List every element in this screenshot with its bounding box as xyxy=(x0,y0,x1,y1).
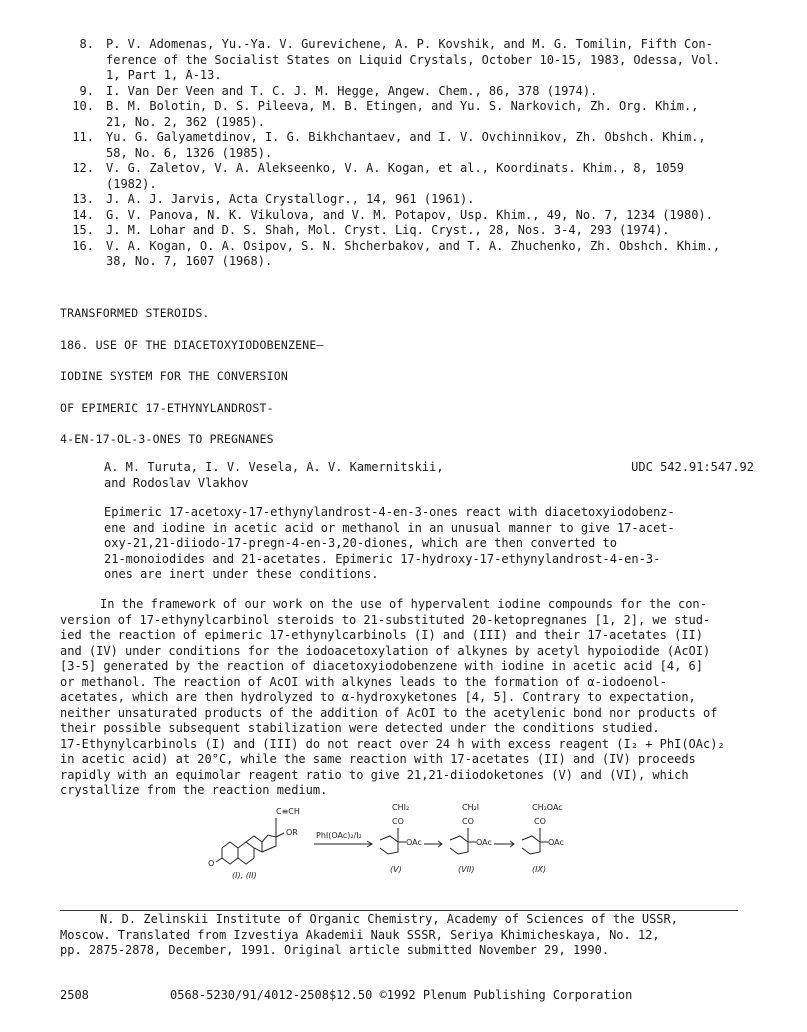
body-paragraph xyxy=(60,597,740,799)
title-line: 4-EN-17-OL-3-ONES TO PREGNANES xyxy=(60,432,274,446)
steroid-skeleton-icon xyxy=(216,818,284,864)
reference-line: 21, No. 2, 362 (1985). xyxy=(106,114,265,129)
body-line: neither unsaturated products of the addition of AcOI to the acetylenic bond nor products of xyxy=(60,705,718,720)
body-line: and (IV) under conditions for the iodoacetoxylation of alkynes by acetyl hypoiodide (AcOI) xyxy=(60,643,711,658)
body-line: version of 17-ethynylcarbinol steroids to 21-substituted 20-ketopregnanes [1, 2], we stud- xyxy=(60,612,711,627)
compound-label: (VII) xyxy=(458,865,475,874)
product-side-label: OAc xyxy=(548,838,564,847)
product-mid-label: CO xyxy=(392,817,404,826)
reference-line: J. A. J. Jarvis, Acta Crystallogr., 14, 961 (1961). xyxy=(106,192,475,206)
reference-item xyxy=(50,84,730,100)
author-line: A. M. Turuta, I. V. Vesela, A. V. Kamernitskii, xyxy=(104,460,444,474)
article-title xyxy=(60,306,460,464)
reference-line: V. A. Kogan, O. A. Osipov, S. N. Shcherbakov, and T. A. Zhuchenko, Zh. Obshch. Khim., xyxy=(106,238,721,253)
footnote-divider xyxy=(60,910,738,911)
reference-item xyxy=(50,192,730,208)
product-top-label: CH₂I xyxy=(462,803,480,812)
title-line: OF EPIMERIC 17-ETHYNYLANDROST- xyxy=(60,400,274,415)
reference-line: J. M. Lohar and D. S. Shah, Mol. Cryst. Liq. Cryst., 28, Nos. 3-4, 293 (1974). xyxy=(106,223,670,237)
reagent-label: PhI(OAc)₂/I₂ xyxy=(316,831,362,840)
udc-code: UDC 542.91:547.92 xyxy=(631,460,754,474)
reference-number: 15. xyxy=(72,223,94,237)
body-line: In the framework of our work on the use of hypervalent iodine compounds for the con- xyxy=(100,597,707,611)
reference-line: ference of the Socialist States on Liquid Crystals, October 10-15, 1983, Odessa, Vol. xyxy=(106,52,721,67)
abstract-line: ones are inert under these conditions. xyxy=(104,567,379,581)
ethynyl-label: C≡CH xyxy=(276,807,300,816)
reference-number: 13. xyxy=(72,192,94,206)
page-number: 2508 xyxy=(60,988,89,1002)
abstract xyxy=(104,505,724,583)
product-mid-label: CO xyxy=(462,817,474,826)
affiliation-footnote xyxy=(60,912,740,959)
reference-line: (1982). xyxy=(106,176,157,191)
reaction-scheme-drawing xyxy=(208,800,602,880)
product-fragment-icon xyxy=(450,828,476,854)
author-line: and Rodoslav Vlakhov xyxy=(104,475,249,490)
reference-line: I. Van Der Veen and T. C. J. M. Hegge, Angew. Chem., 86, 378 (1974). xyxy=(106,83,598,98)
author-list xyxy=(104,460,444,491)
reaction-scheme xyxy=(208,800,602,880)
reference-list xyxy=(50,37,730,270)
compound-label: (I), (II) xyxy=(232,871,257,880)
reference-number: 10. xyxy=(72,99,94,113)
compound-label: (V) xyxy=(390,865,402,874)
abstract-line: 21-monoiodides and 21-acetates. Epimeric 17-hydroxy-17-ethynylandrost-4-en-3- xyxy=(104,551,661,566)
abstract-line: ene and iodine in acetic acid or methanol in an unusual manner to give 17-acet- xyxy=(104,520,675,535)
reference-item xyxy=(50,130,730,161)
reference-line: Yu. G. Galyametdinov, I. G. Bikhchantaev, and I. V. Ovchinnikov, Zh. Obshch. Khim., xyxy=(106,130,706,144)
reference-item xyxy=(50,239,730,270)
footnote-line: N. D. Zelinskii Institute of Organic Chemistry, Academy of Sciences of the USSR, xyxy=(100,912,678,926)
reference-number: 16. xyxy=(72,238,94,253)
title-line: TRANSFORMED STEROIDS. xyxy=(60,306,210,320)
reference-item xyxy=(50,99,730,130)
reference-number: 8. xyxy=(79,37,94,51)
body-line: ied the reaction of epimeric 17-ethynylcarbinols (I) and (III) and their 17-acetates (II) xyxy=(60,628,703,642)
title-line: IODINE SYSTEM FOR THE CONVERSION xyxy=(60,369,288,383)
body-line: [3-5] generated by the reaction of diacetoxyiodobenzene with iodine in acetic acid [4, 6] xyxy=(60,659,703,673)
reference-line: B. M. Bolotin, D. S. Pileeva, M. B. Etingen, and Yu. S. Narkovich, Zh. Org. Khim., xyxy=(106,99,699,113)
reference-line: 1, Part 1, A-13. xyxy=(106,68,222,82)
product-top-label: CHI₂ xyxy=(392,803,410,812)
reference-line: V. G. Zaletov, V. A. Alekseenko, V. A. Kogan, et al., Koordinats. Khim., 8, 1059 xyxy=(106,161,684,175)
reference-item xyxy=(50,208,730,224)
reference-number: 12. xyxy=(72,161,94,175)
product-fragment-icon xyxy=(380,828,406,854)
body-line: their possible subsequent stabilization were detected under the conditions studied. xyxy=(60,721,660,735)
compound-label: (IX) xyxy=(532,865,547,874)
reference-number: 11. xyxy=(72,130,94,144)
body-line: 17-Ethynylcarbinols (I) and (III) do not react over 24 h with excess reagent (I₂ + PhI(OAc)₂ xyxy=(60,736,725,751)
product-top-label: CH₂OAc xyxy=(532,803,563,812)
body-line: acetates, which are then hydrolyzed to α-hydroxyketones [4, 5]. Contrary to expectation, xyxy=(60,690,696,704)
ketone-label: O xyxy=(208,859,215,868)
or-label: OR xyxy=(286,828,298,837)
abstract-line: oxy-21,21-diiodo-17-pregn-4-en-3,20-diones, which are then converted to xyxy=(104,536,617,550)
reference-line: P. V. Adomenas, Yu.-Ya. V. Gurevichene, A. P. Kovshik, and M. G. Tomilin, Fifth Con- xyxy=(106,37,713,51)
title-line: 186. USE OF THE DIACETOXYIODOBENZENE— xyxy=(60,337,324,352)
product-mid-label: CO xyxy=(534,817,546,826)
footnote-line: pp. 2875-2878, December, 1991. Original article submitted November 29, 1990. xyxy=(60,943,610,957)
body-line: rapidly with an equimolar reagent ratio to give 21,21-diiodoketones (V) and (VI), which xyxy=(60,767,689,782)
author-block xyxy=(104,460,754,491)
reference-item xyxy=(50,223,730,239)
copyright-line: 0568-5230/91/4012-2508$12.50 ©1992 Plenum Publishing Corporation xyxy=(170,988,633,1002)
reference-line: 38, No. 7, 1607 (1968). xyxy=(106,254,273,268)
body-line: crystallize from the reaction medium. xyxy=(60,783,328,797)
footnote-line: Moscow. Translated from Izvestiya Akademii Nauk SSSR, Seriya Khimicheskaya, No. 12, xyxy=(60,927,660,942)
reference-line: 58, No. 6, 1326 (1985). xyxy=(106,145,273,160)
body-line: or methanol. The reaction of AcOI with alkynes leads to the formation of α-iodoenol- xyxy=(60,674,667,689)
product-side-label: OAc xyxy=(476,838,492,847)
reference-item xyxy=(50,37,730,84)
product-side-label: OAc xyxy=(406,838,422,847)
body-line: in acetic acid) at 20°C, while the same reaction with 17-acetates (II) and (IV) proceeds xyxy=(60,752,696,766)
reference-line: G. V. Panova, N. K. Vikulova, and V. M. Potapov, Usp. Khim., 49, No. 7, 1234 (1980). xyxy=(106,207,713,222)
abstract-line: Epimeric 17-acetoxy-17-ethynylandrost-4-en-3-ones react with diacetoxyiodobenz- xyxy=(104,505,675,519)
reference-number: 14. xyxy=(72,207,94,222)
reference-number: 9. xyxy=(79,83,94,98)
product-fragment-icon xyxy=(522,828,548,854)
reference-item xyxy=(50,161,730,192)
